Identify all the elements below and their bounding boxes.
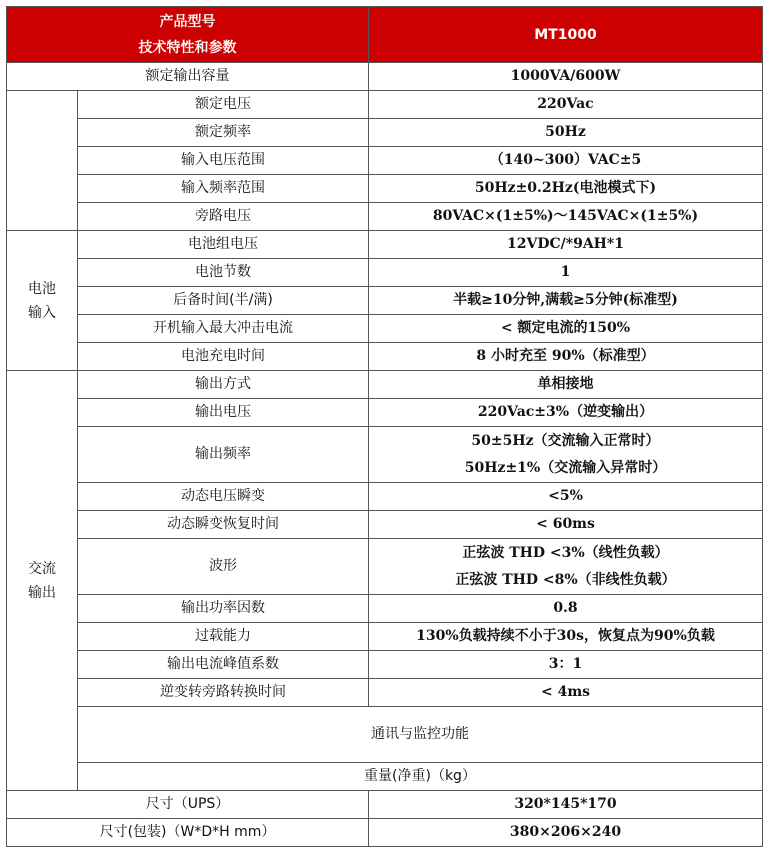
weight-row bbox=[7, 763, 763, 791]
output-mode-label: 输出方式 bbox=[78, 371, 369, 399]
output-frequency-label: 输出频率 bbox=[78, 427, 369, 483]
input-row bbox=[7, 175, 763, 203]
size-package-label: 尺寸(包装)（W*D*H mm） bbox=[7, 819, 369, 847]
input-row bbox=[7, 147, 763, 175]
weight-label: 重量(净重)（kg） bbox=[78, 763, 763, 791]
size-ups-value: 320*145*170 bbox=[369, 791, 763, 819]
battery-row-value: 8 小时充至 90%（标准型） bbox=[369, 343, 763, 371]
power-factor-label: 输出功率因数 bbox=[78, 595, 369, 623]
header-model-cell: MT1000 bbox=[369, 7, 763, 63]
spec-table bbox=[6, 6, 763, 847]
output-voltage-value: 220Vac±3%（逆变输出） bbox=[369, 399, 763, 427]
input-row-value: 50Hz bbox=[369, 119, 763, 147]
output-frequency-value bbox=[369, 427, 763, 483]
battery-row-label: 后备时间(半/满) bbox=[78, 287, 369, 315]
size-ups-label: 尺寸（UPS） bbox=[7, 791, 369, 819]
header-row bbox=[7, 7, 763, 63]
output-mode-value: 单相接地 bbox=[369, 371, 763, 399]
battery-row-label: 电池充电时间 bbox=[78, 343, 369, 371]
waveform-value bbox=[369, 539, 763, 595]
waveform-line2: 正弦波 THD <8%（非线性负载） bbox=[455, 571, 676, 588]
output-group-title bbox=[7, 371, 78, 791]
battery-row bbox=[7, 231, 763, 259]
input-row bbox=[7, 119, 763, 147]
output-group-title-line1: 交流 bbox=[28, 560, 56, 577]
recovery-time-label: 动态瞬变恢复时间 bbox=[78, 511, 369, 539]
size-ups-row bbox=[7, 791, 763, 819]
battery-group-title-line2: 输入 bbox=[28, 304, 56, 321]
rated-capacity-value: 1000VA/600W bbox=[369, 63, 763, 91]
transfer-time-value: < 4ms bbox=[369, 679, 763, 707]
recovery-time-row bbox=[7, 511, 763, 539]
transfer-time-label: 逆变转旁路转换时间 bbox=[78, 679, 369, 707]
battery-row bbox=[7, 343, 763, 371]
output-frequency-line2: 50Hz±1%（交流输入异常时） bbox=[464, 459, 667, 476]
dynamic-voltage-value: <5% bbox=[369, 483, 763, 511]
overload-label: 过载能力 bbox=[78, 623, 369, 651]
crest-factor-row bbox=[7, 651, 763, 679]
battery-row-label: 电池组电压 bbox=[78, 231, 369, 259]
crest-factor-value: 3：1 bbox=[369, 651, 763, 679]
input-row-label: 旁路电压 bbox=[78, 203, 369, 231]
input-row-value: 220Vac bbox=[369, 91, 763, 119]
header-label-cell bbox=[7, 7, 369, 63]
recovery-time-value: < 60ms bbox=[369, 511, 763, 539]
input-row-label: 额定频率 bbox=[78, 119, 369, 147]
transfer-time-row bbox=[7, 679, 763, 707]
battery-row-value: < 额定电流的150% bbox=[369, 315, 763, 343]
output-mode-row bbox=[7, 371, 763, 399]
overload-row bbox=[7, 623, 763, 651]
output-group-title-line2: 输出 bbox=[28, 584, 56, 601]
input-row-label: 输入频率范围 bbox=[78, 175, 369, 203]
battery-row-label: 开机输入最大冲击电流 bbox=[78, 315, 369, 343]
dynamic-voltage-row bbox=[7, 483, 763, 511]
overload-value: 130%负载持续不小于30s，恢复点为90%负载 bbox=[369, 623, 763, 651]
power-factor-row bbox=[7, 595, 763, 623]
input-row-label: 额定电压 bbox=[78, 91, 369, 119]
communication-row bbox=[7, 707, 763, 763]
header-label-line2: 技术特性和参数 bbox=[138, 39, 237, 56]
input-row bbox=[7, 91, 763, 119]
power-factor-value: 0.8 bbox=[369, 595, 763, 623]
battery-row bbox=[7, 259, 763, 287]
output-voltage-label: 输出电压 bbox=[78, 399, 369, 427]
battery-group-title-line1: 电池 bbox=[28, 280, 56, 297]
size-package-value: 380×206×240 bbox=[369, 819, 763, 847]
communication-label: 通讯与监控功能 bbox=[78, 707, 763, 763]
battery-row-value: 1 bbox=[369, 259, 763, 287]
rated-capacity-row bbox=[7, 63, 763, 91]
battery-row-value: 12VDC/*9AH*1 bbox=[369, 231, 763, 259]
output-frequency-line1: 50±5Hz（交流输入正常时） bbox=[471, 432, 660, 449]
rated-capacity-label: 额定输出容量 bbox=[7, 63, 369, 91]
battery-row bbox=[7, 287, 763, 315]
input-row bbox=[7, 203, 763, 231]
input-group-title bbox=[7, 91, 78, 231]
output-voltage-row bbox=[7, 399, 763, 427]
battery-group-title bbox=[7, 231, 78, 371]
battery-row-label: 电池节数 bbox=[78, 259, 369, 287]
crest-factor-label: 输出电流峰值系数 bbox=[78, 651, 369, 679]
battery-row-value: 半载≥10分钟,满载≥5分钟(标准型) bbox=[369, 287, 763, 315]
size-package-row bbox=[7, 819, 763, 847]
dynamic-voltage-label: 动态电压瞬变 bbox=[78, 483, 369, 511]
waveform-row bbox=[7, 539, 763, 595]
battery-row bbox=[7, 315, 763, 343]
waveform-label: 波形 bbox=[78, 539, 369, 595]
input-row-value: 50Hz±0.2Hz(电池模式下) bbox=[369, 175, 763, 203]
input-row-label: 输入电压范围 bbox=[78, 147, 369, 175]
input-row-value: （140~300）VAC±5 bbox=[369, 147, 763, 175]
input-row-value: 80VAC×(1±5%)～145VAC×(1±5%) bbox=[369, 203, 763, 231]
header-label-line1: 产品型号 bbox=[159, 13, 216, 30]
waveform-line1: 正弦波 THD <3%（线性负载） bbox=[462, 544, 669, 561]
output-frequency-row bbox=[7, 427, 763, 483]
